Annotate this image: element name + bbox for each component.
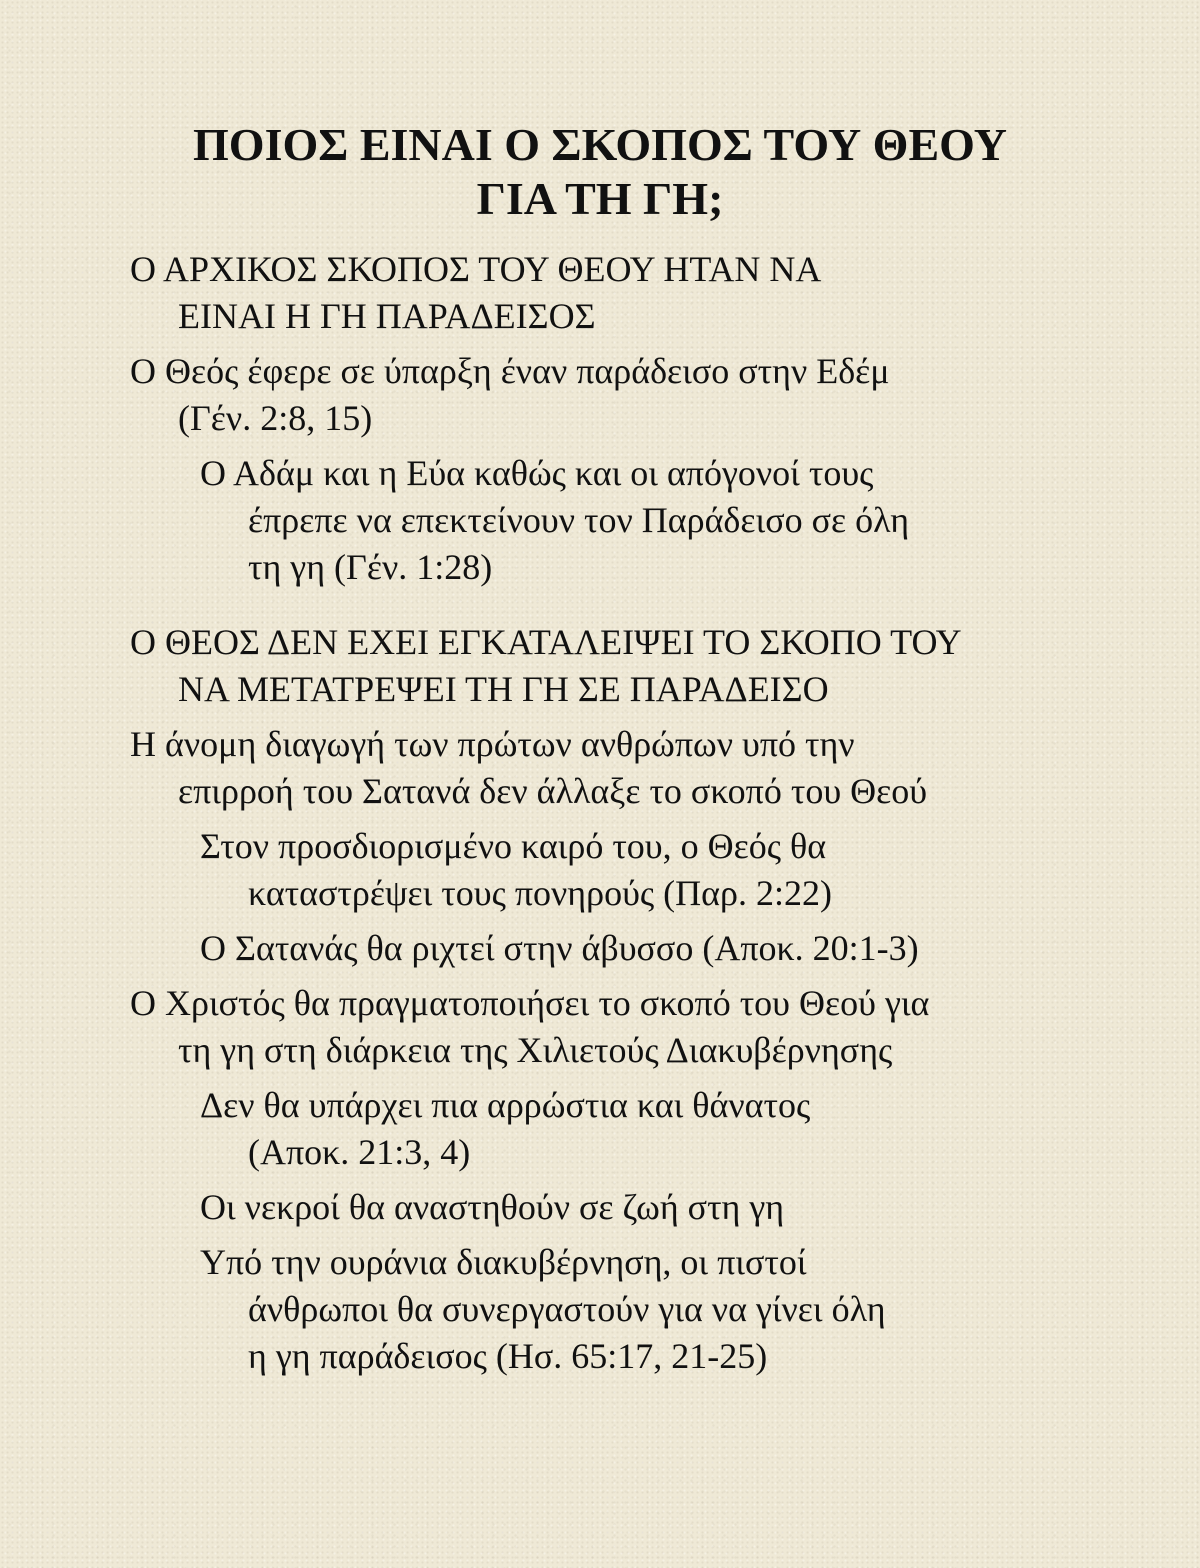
section-1-heading: Ο ΑΡΧΙΚΟΣ ΣΚΟΠΟΣ ΤΟΥ ΘΕΟΥ ΗΤΑΝ ΝΑ ΕΙΝΑΙ Η ΓΗ ΠΑΡΑΔΕΙΣΟΣ: [130, 249, 822, 336]
page-title: [0, 118, 1200, 226]
section-1-point-1: Ο Θεός έφερε σε ύπαρξη έναν παράδεισο στην Εδέμ (Γέν. 2:8, 15): [130, 351, 890, 438]
section-2-heading: Ο ΘΕΟΣ ΔΕΝ ΕΧΕΙ ΕΓΚΑΤΑΛΕΙΨΕΙ ΤΟ ΣΚΟΠΟ ΤΟΥ ΝΑ ΜΕΤΑΤΡΕΨΕΙ ΤΗ ΓΗ ΣΕ ΠΑΡΑΔΕΙΣΟ: [130, 622, 962, 709]
title-line-2: ΓΙΑ ΤΗ ΓΗ;: [476, 173, 724, 224]
section-2-subpoint-2: Ο Σατανάς θα ριχτεί στην άβυσσο (Αποκ. 20:1-3): [200, 928, 919, 968]
section-1-subpoint-1: Ο Αδάμ και η Εύα καθώς και οι απόγονοί τους έπρεπε να επεκτείνουν τον Παράδεισο σε όλη τη γη (Γέν. 1:28): [200, 453, 910, 587]
section-2-subpoint-3: Δεν θα υπάρχει πια αρρώστια και θάνατος (Αποκ. 21:3, 4): [200, 1085, 811, 1172]
section-2-subpoint-4: Οι νεκροί θα αναστηθούν σε ζωή στη γη: [200, 1187, 785, 1227]
section-2-subpoint-1: Στον προσδιορισμένο καιρό του, ο Θεός θα καταστρέψει τους πονηρούς (Παρ. 2:22): [200, 826, 832, 913]
title-line-1: ΠΟΙΟΣ ΕΙΝΑΙ Ο ΣΚΟΠΟΣ ΤΟΥ ΘΕΟΥ: [193, 119, 1007, 170]
section-2-subpoint-5: Υπό την ουράνια διακυβέρνηση, οι πιστοί άνθρωποι θα συνεργαστούν για να γίνει όλη η γη παράδεισος (Ησ. 65:17, 21-25): [200, 1242, 886, 1376]
section-2-point-1: Η άνομη διαγωγή των πρώτων ανθρώπων υπό την επιρροή του Σατανά δεν άλλαξε το σκοπό του Θεού: [130, 724, 928, 811]
section-2-point-2: Ο Χριστός θα πραγματοποιήσει το σκοπό του Θεού για τη γη στη διάρκεια της Χιλιετούς Διακυβέρνησης: [130, 983, 930, 1070]
outline-content: [130, 246, 1190, 1380]
